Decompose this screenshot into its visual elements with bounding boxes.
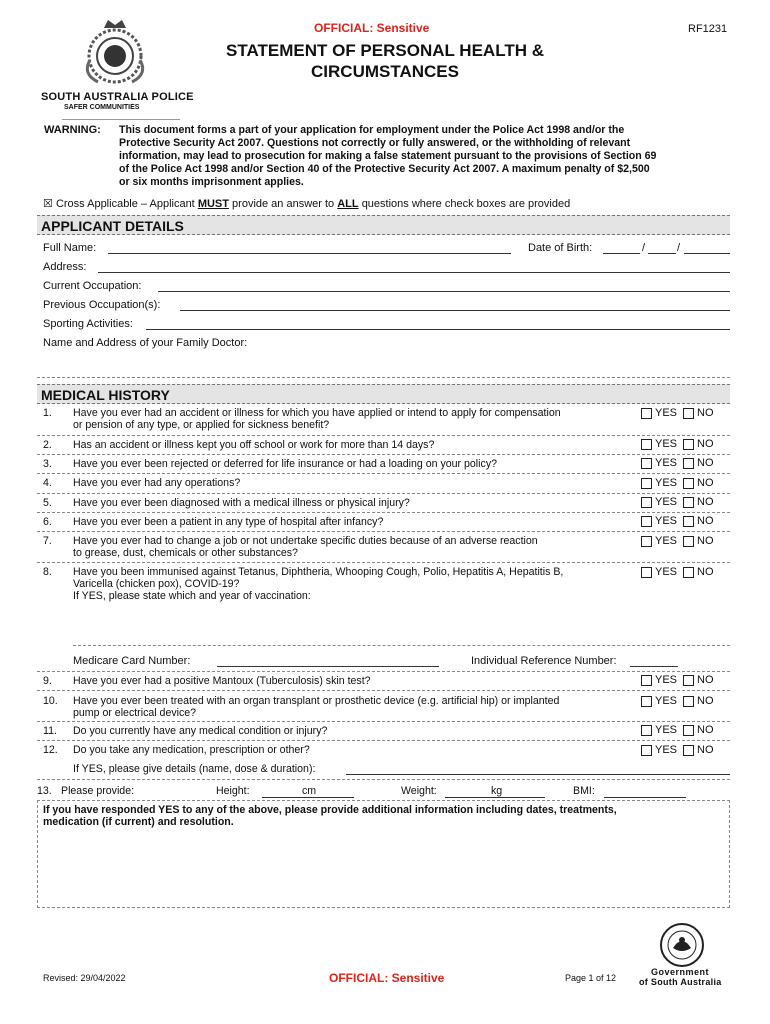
current-occupation-label: Current Occupation: xyxy=(43,280,142,292)
org-tagline: SAFER COMMUNITIES xyxy=(64,104,140,111)
yes-label: YES xyxy=(655,496,678,508)
warning-line: This document forms a part of your application for employment under the Police Act 1998 and/or the xyxy=(119,124,625,136)
question-6-answer xyxy=(641,515,714,527)
no-label: NO xyxy=(697,477,714,489)
divider xyxy=(37,779,730,780)
divider xyxy=(37,512,730,513)
yes-checkbox[interactable] xyxy=(641,567,652,578)
applicant-details-heading: APPLICANT DETAILS xyxy=(37,215,730,235)
title-line-1: STATEMENT OF PERSONAL HEALTH & xyxy=(226,41,544,60)
question-number: 8. xyxy=(43,566,52,578)
title-line-2: CIRCUMSTANCES xyxy=(311,62,459,81)
bmi-field[interactable] xyxy=(604,797,686,798)
dob-separator: / xyxy=(642,242,646,254)
question-1-answer xyxy=(641,407,714,419)
dob-day-field[interactable] xyxy=(603,253,640,254)
weight-unit: kg xyxy=(491,785,503,797)
yes-checkbox[interactable] xyxy=(641,497,652,508)
sporting-activities-label: Sporting Activities: xyxy=(43,318,133,330)
question-10-text xyxy=(73,695,633,719)
government-crest-logo xyxy=(659,920,705,970)
height-unit: cm xyxy=(302,785,317,797)
header-divider xyxy=(62,119,180,120)
yes-checkbox[interactable] xyxy=(641,408,652,419)
question-number: 12. xyxy=(43,744,58,756)
question-2-text: Has an accident or illness kept you off school or work for more than 14 days? xyxy=(73,439,435,451)
no-checkbox[interactable] xyxy=(683,567,694,578)
divider xyxy=(37,454,730,455)
yes-checkbox[interactable] xyxy=(641,745,652,756)
no-checkbox[interactable] xyxy=(683,696,694,707)
question-line: Have you ever had to change a job or not undertake specific duties because of an adverse reaction xyxy=(73,535,538,547)
yes-label: YES xyxy=(655,535,678,547)
government-name-line2: of South Australia xyxy=(639,977,722,987)
yes-checkbox[interactable] xyxy=(641,536,652,547)
full-name-field[interactable] xyxy=(108,253,511,254)
additional-line: If you have responded YES to any of the above, please provide additional information including dates, treatments, xyxy=(43,804,617,816)
divider xyxy=(37,740,730,741)
divider xyxy=(37,690,730,691)
no-label: NO xyxy=(697,695,714,707)
instruction-post: questions where check boxes are provided xyxy=(361,198,571,210)
divider xyxy=(37,435,730,436)
divider xyxy=(37,531,730,532)
divider xyxy=(37,473,730,474)
yes-checkbox[interactable] xyxy=(641,696,652,707)
question-9-answer xyxy=(641,674,714,686)
medicare-label: Medicare Card Number: xyxy=(73,655,191,667)
yes-label: YES xyxy=(655,515,678,527)
question-10-answer xyxy=(641,695,714,707)
question-7-answer xyxy=(641,535,714,547)
question-11-text: Do you currently have any medical condition or injury? xyxy=(73,725,328,737)
instruction-mid: provide an answer to xyxy=(232,198,335,210)
current-occupation-field[interactable] xyxy=(158,291,730,292)
family-doctor-label: Name and Address of your Family Doctor: xyxy=(43,337,248,349)
no-label: NO xyxy=(697,566,714,578)
warning-line: information, may lead to prosecution for making a false statement pursuant to the provisions of Section 69 xyxy=(119,150,657,162)
question-number: 10. xyxy=(43,695,58,707)
no-checkbox[interactable] xyxy=(683,516,694,527)
question-line: Varicella (chicken pox), COVID-19? xyxy=(73,578,240,590)
question-9-text: Have you ever had a positive Mantoux (Tuberculosis) skin test? xyxy=(73,675,371,687)
weight-label: Weight: xyxy=(401,785,437,797)
question-number: 5. xyxy=(43,497,52,509)
divider xyxy=(37,721,730,722)
divider xyxy=(37,562,730,563)
no-label: NO xyxy=(697,724,714,736)
no-label: NO xyxy=(697,515,714,527)
yes-label: YES xyxy=(655,724,678,736)
question-line: pump or electrical device? xyxy=(73,707,197,719)
question-number: 2. xyxy=(43,439,52,451)
question-6-text: Have you ever been a patient in any type of hospital after infancy? xyxy=(73,516,384,528)
height-field[interactable] xyxy=(262,797,354,798)
revised-date: Revised: 29/04/2022 xyxy=(43,973,126,983)
yes-checkbox[interactable] xyxy=(641,439,652,450)
dob-label: Date of Birth: xyxy=(528,242,593,254)
yes-label: YES xyxy=(655,457,678,469)
weight-field[interactable] xyxy=(445,797,545,798)
medicare-field[interactable] xyxy=(217,666,439,667)
instruction-line xyxy=(43,197,570,210)
dob-year-field[interactable] xyxy=(684,253,730,254)
instruction-all: ALL xyxy=(337,198,359,210)
no-label: NO xyxy=(697,674,714,686)
page-number: Page 1 of 12 xyxy=(565,973,617,983)
no-checkbox[interactable] xyxy=(683,745,694,756)
no-label: NO xyxy=(697,535,714,547)
yes-label: YES xyxy=(655,566,678,578)
no-label: NO xyxy=(697,457,714,469)
classification-footer: OFFICIAL: Sensitive xyxy=(329,971,445,985)
medication-details-label: If YES, please give details (name, dose & duration): xyxy=(73,763,316,775)
additional-line: medication (if current) and resolution. xyxy=(43,816,234,828)
warning-line: of the Police Act 1998 and/or Section 40 of the Protective Security Act 2007. A maximum penalty of $2,500 xyxy=(119,163,650,175)
form-code: RF1231 xyxy=(688,23,728,35)
question-line: If YES, please state which and year of vaccination: xyxy=(73,590,311,602)
address-label: Address: xyxy=(43,261,87,273)
question-number: 3. xyxy=(43,458,52,470)
no-label: NO xyxy=(697,407,714,419)
yes-checkbox[interactable] xyxy=(641,478,652,489)
medical-history-heading: MEDICAL HISTORY xyxy=(37,384,730,404)
additional-information-label xyxy=(43,804,727,828)
no-label: NO xyxy=(697,438,714,450)
no-checkbox[interactable] xyxy=(683,536,694,547)
question-line: Have you been immunised against Tetanus, Diphtheria, Whooping Cough, Polio, Hepatitis A, Hepatitis B, xyxy=(73,566,564,578)
instruction-pre: Cross Applicable – Applicant xyxy=(55,198,195,210)
yes-checkbox[interactable] xyxy=(641,516,652,527)
divider xyxy=(37,377,730,378)
divider xyxy=(37,493,730,494)
question-4-text: Have you ever had any operations? xyxy=(73,477,241,489)
yes-label: YES xyxy=(655,744,678,756)
no-label: NO xyxy=(697,496,714,508)
yes-label: YES xyxy=(655,477,678,489)
divider xyxy=(73,645,730,646)
government-name-line1: Government xyxy=(651,967,710,977)
question-13-text: Please provide: xyxy=(61,785,135,797)
irn-field[interactable] xyxy=(630,666,678,667)
question-12-text: Do you take any medication, prescription or other? xyxy=(73,744,310,756)
question-3-text: Have you ever been rejected or deferred for life insurance or had a loading on your policy? xyxy=(73,458,498,470)
cross-checkbox-icon: ☒ xyxy=(43,198,53,210)
yes-label: YES xyxy=(655,407,678,419)
question-line: or pension of any type, or applied for sickness benefit? xyxy=(73,419,330,431)
question-line: to grease, dust, chemicals or other substances? xyxy=(73,547,298,559)
vaccination-details-field[interactable] xyxy=(73,606,730,642)
warning-label: WARNING: xyxy=(44,124,101,136)
question-5-text: Have you ever been diagnosed with a medical illness or physical injury? xyxy=(73,497,410,509)
classification-header: OFFICIAL: Sensitive xyxy=(314,21,430,35)
no-label: NO xyxy=(697,744,714,756)
question-1-text xyxy=(73,407,628,431)
address-field[interactable] xyxy=(98,272,730,273)
family-doctor-field[interactable] xyxy=(37,350,730,376)
no-checkbox[interactable] xyxy=(683,458,694,469)
full-name-label: Full Name: xyxy=(43,242,97,254)
dob-separator: / xyxy=(677,242,681,254)
yes-label: YES xyxy=(655,438,678,450)
sporting-activities-field[interactable] xyxy=(146,329,730,330)
no-checkbox[interactable] xyxy=(683,497,694,508)
question-8-text xyxy=(73,566,633,602)
page-title xyxy=(180,40,590,82)
question-4-answer xyxy=(641,477,714,489)
yes-checkbox[interactable] xyxy=(641,725,652,736)
question-number: 13. xyxy=(37,785,52,797)
previous-occupation-field[interactable] xyxy=(180,310,730,311)
question-2-answer xyxy=(641,438,714,450)
no-checkbox[interactable] xyxy=(683,408,694,419)
question-5-answer xyxy=(641,496,714,508)
no-checkbox[interactable] xyxy=(683,478,694,489)
question-3-answer xyxy=(641,457,714,469)
question-number: 9. xyxy=(43,675,52,687)
question-7-text xyxy=(73,535,628,559)
question-number: 1. xyxy=(43,407,52,419)
yes-label: YES xyxy=(655,674,678,686)
dob-month-field[interactable] xyxy=(648,253,676,254)
yes-checkbox[interactable] xyxy=(641,675,652,686)
question-number: 4. xyxy=(43,477,52,489)
question-8-answer xyxy=(641,566,714,578)
yes-label: YES xyxy=(655,695,678,707)
no-checkbox[interactable] xyxy=(683,675,694,686)
question-number: 6. xyxy=(43,516,52,528)
question-line: Have you ever been treated with an organ transplant or prosthetic device (e.g. artificial hip) or implanted xyxy=(73,695,560,707)
bmi-label: BMI: xyxy=(573,785,595,797)
height-label: Height: xyxy=(216,785,250,797)
medication-details-field[interactable] xyxy=(346,774,730,775)
sapol-crest-logo xyxy=(78,16,152,90)
question-line: Have you ever had an accident or illness for which you have applied or intend to apply for compensation xyxy=(73,407,561,419)
no-checkbox[interactable] xyxy=(683,439,694,450)
question-number: 11. xyxy=(43,725,57,737)
org-name: SOUTH AUSTRALIA POLICE xyxy=(41,91,194,103)
question-number: 7. xyxy=(43,535,52,547)
warning-line: Protective Security Act 2007. Questions not correctly or fully answered, or the withholding of relevant xyxy=(119,137,631,149)
yes-checkbox[interactable] xyxy=(641,458,652,469)
previous-occupation-label: Previous Occupation(s): xyxy=(43,299,161,311)
divider xyxy=(37,671,730,672)
warning-line: or six months imprisonment applies. xyxy=(119,176,304,188)
warning-text xyxy=(119,124,728,189)
instruction-must: MUST xyxy=(197,198,229,210)
question-12-answer xyxy=(641,744,714,756)
question-11-answer xyxy=(641,724,714,736)
no-checkbox[interactable] xyxy=(683,725,694,736)
irn-label: Individual Reference Number: xyxy=(471,655,617,667)
